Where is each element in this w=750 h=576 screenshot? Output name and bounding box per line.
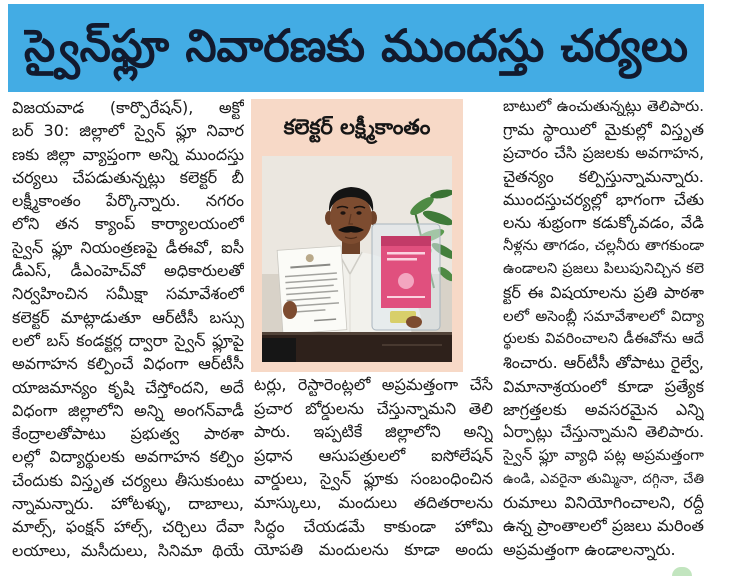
article-text-line: రుమాలు వినియోగించాలని, రద్దీ — [503, 493, 704, 513]
held-document — [277, 246, 347, 334]
article-text-line: పారు. ఇప్పటికే జిల్లాలోని అన్ని — [254, 422, 493, 442]
adjacent-clipping-fragment — [672, 567, 692, 576]
collector-photo — [262, 156, 452, 362]
article-text-line: లను శుభ్రంగా కడుక్కోవడం, వేడి — [503, 213, 704, 233]
article-text-line: ఉండాలని ప్రజలు పిలుపునిచ్చిన కలె — [503, 261, 704, 278]
article-text-line: ప్రచారం చేసి ప్రజలకు అవగాహన, — [503, 143, 704, 162]
headline-band — [8, 4, 704, 92]
article-text-line: ఉండి, ఎవరైనా తుమ్మినా, దగ్గినా, చేతి — [503, 470, 704, 487]
article-text-line: ఏర్పాట్లు చేస్తున్నామని తెలిపారు. — [503, 423, 704, 442]
article-text-line: ఉన్న ప్రాంతాలలో ప్రజలు మరింత — [503, 516, 704, 536]
article-text-line: విమానాశ్రయంలో కూడా ప్రత్యేక — [503, 376, 704, 396]
article-text-line: చేందుకు విస్తృత చర్యలు తీసుకుంటు — [12, 470, 244, 490]
article-text-line: చర్యలు చేపడుతున్నట్లు కలెక్టర్ బీ — [12, 167, 244, 187]
article-text-line: క్టర్ ఈ విషయాలను ప్రతి పాఠశా — [503, 283, 704, 303]
pink-pamphlet — [372, 224, 440, 330]
photo-caption: కలెక్టర్ లక్ష్మీకాంతం — [283, 115, 431, 139]
article-text-line: లల్లో విద్యార్థులకు అవగాహన కల్పిం — [12, 447, 244, 467]
article-text-line: మాల్స్, ఫంక్షన్ హాల్స్, చర్చిలు దేవా — [12, 517, 244, 537]
article-text-line: చైతన్యం కల్పిస్తున్నామన్నారు. — [503, 166, 704, 186]
article-text-line: మాస్కులు, మందులు తదితరాలను — [254, 492, 493, 512]
article-text-line: లలో అసెంబ్లీ సమావేశాలలో విద్యా — [503, 306, 704, 325]
headline: స్వైన్‌ఫ్లూ నివారణకు ముందస్తు చర్యలు — [24, 21, 688, 72]
article-text-line: స్వైన్ ఫ్లూ వ్యాధి పట్ల అప్రమత్తంగా — [503, 446, 704, 465]
article-text-line: యోపతి మందులను కూడా అందు — [254, 540, 493, 560]
article-text-line: టర్లు, రెస్టారెంట్లలో అప్రమత్తంగా చేసే — [254, 375, 493, 394]
article-column-3 — [503, 95, 704, 561]
article-text-line: సిద్ధం చేయడమే కాకుండా హోమి — [254, 516, 493, 536]
article-text-line: అప్రమత్తంగా ఉండాలన్నారు. — [503, 539, 676, 559]
article-text-line: ర్థులకు వివరించాలని డీఈవోను ఆదే — [503, 330, 704, 347]
article-text-line: బాటులో ఉంచుతున్నట్లు తెలిపారు. — [503, 97, 704, 115]
article-text-line: నిర్వహించిన సమీక్షా సమావేశంలో — [12, 284, 244, 304]
article-text-line: లక్ష్మీకాంతం పేర్కొన్నారు. నగరం — [12, 191, 244, 211]
article-text-line: స్వైన్ ఫ్లూ నియంత్రణపై డీఈవో, ఐసీ — [12, 237, 244, 257]
article-text-line: విజయవాడ (కార్పొరేషన్), అక్టో — [12, 98, 244, 117]
article-text-line: కలెక్టర్ మాట్లాడుతూ ఆర్‌టీసీ బస్సు — [12, 307, 244, 327]
article-text-line: యాజమాన్యం కృషి చేస్తోందని, అదే — [12, 377, 244, 397]
article-column-1 — [12, 96, 244, 562]
article-text-line: ప్రధాన ఆసుపత్రులలో ఐసోలేషన్ — [254, 445, 493, 465]
article-text-line: కేంద్రాలతోపాటు ప్రభుత్వ పాఠశా — [12, 424, 244, 444]
photo-box — [251, 99, 463, 372]
article-text-line: బర్ 30: జిల్లాలో స్వైన్ ఫ్లూ నివార — [12, 121, 244, 141]
article-text-line: జాగ్రత్తలకు అవసరమైన ఎన్ని — [503, 399, 704, 419]
article-text-line: శించారు. ఆర్‌టీసీ తోపాటు రైల్వే, — [503, 353, 704, 373]
article-text-line: న్నామన్నారు. హోటళ్ళు, దాబాలు, — [12, 494, 244, 514]
article-text-line: విధంగా జిల్లాలోని అన్ని అంగన్‌వాడీ — [12, 400, 244, 420]
article-text-line: ప్రచార బోర్డులను చేస్తున్నామని తెలి — [254, 398, 493, 418]
article-text-line: వార్డులు, స్వైన్ ఫ్లూకు సంబంధించిన — [254, 469, 493, 489]
article-text-line: లయాలు, మసీదులు, సినిమా థియే — [12, 540, 244, 560]
article-text-line: ణకు జిల్లా వ్యాప్తంగా అన్ని ముందస్తు — [12, 144, 244, 164]
article-text-line: ముందస్తుచర్యల్లో భాగంగా చేతు — [503, 190, 704, 210]
article-column-2 — [254, 373, 493, 562]
article-text-line: నీళ్లను తాగడం, చల్లనీరు తాగకుండా — [503, 237, 704, 254]
article-text-line: డీఎస్, డీఎంహెచ్‌వో అధికారులతో — [12, 261, 244, 281]
article-text-line: లలో బస్ కండక్టర్ల ద్వారా స్వైన్ ఫ్లూపై — [12, 330, 244, 350]
article-text-line: లోని తన క్యాంప్ కార్యాలయంలో — [12, 214, 244, 234]
article-text-line: గ్రామ స్థాయిలో మైకుల్లో విస్తృత — [503, 120, 704, 140]
desk — [262, 332, 452, 362]
article-text-line: అవగాహన కల్పించే విధంగా ఆర్‌టీసీ — [12, 354, 244, 374]
